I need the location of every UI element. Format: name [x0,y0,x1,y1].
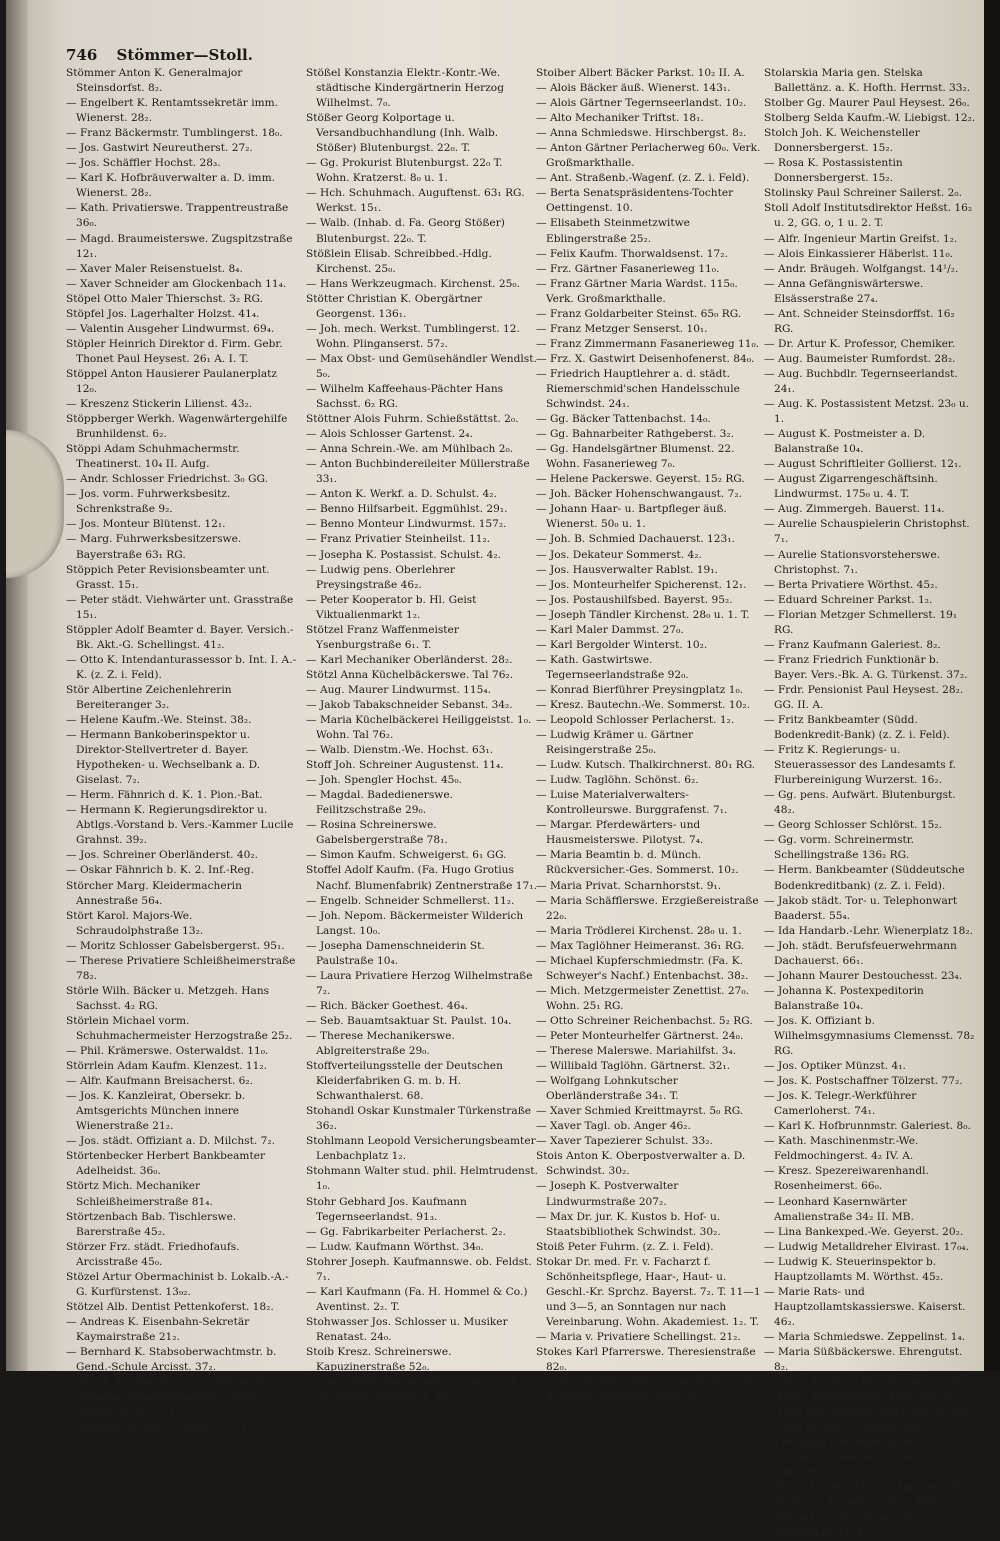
directory-entry: — Franz Goldarbeiter Steinst. 65₀ RG. [536,307,742,320]
directory-entry: — Joh. Spengler Hochst. 45₀. [306,774,463,787]
directory-entry: — Hermann K. Regierungsdirektor u. Abtlgs.-Vorstand b. Vers.-Kammer Lucile Grahnst. 39₂. [66,804,294,847]
directory-entry: Störtenbecker Herbert Bankbeamter Adelheidst. 36₀. [66,1150,266,1178]
directory-entry: — Jos. Hausverwalter Rablst. 19₁. [536,563,718,576]
directory-entry: — Aug. Baumeister Rumfordst. 28₂. [764,352,956,365]
directory-entry: — Peter städt. Viehwärter unt. Grasstraße 15₁. [66,593,294,621]
directory-entry: — Jos. Dekateur Sommerst. 4₂. [536,548,702,561]
directory-entry: — Ida Handarb.-Lehr. Wienerplatz 18₂. [764,924,973,937]
directory-entry: — Berta Senatspräsidentens-Tochter Oettingenst. 10. [536,187,734,215]
directory-entry: — Florian Metzger Schmellerst. 19₁ RG. [764,608,958,636]
directory-entry: — Konrad Bierführer Preysingplatz 1₀. [536,683,744,696]
directory-entry: — Peter Kooperator b. Hl. Geist Viktualienmarkt 1₂. [306,593,477,621]
directory-entry: — Jos. Monteur Blütenst. 12₁. [66,518,226,531]
directory-entry: Stolberg Selda Kaufm.-W. Liebigst. 12₂. [764,112,976,125]
directory-entry: — Dr. Artur K. Professor, Chemiker. [764,337,956,350]
directory-entry: — Franz Gärtner Maria Wardst. 115₀. Verk. Großmarkthalle. [536,277,738,305]
directory-entry: — Hans Werkzeugmach. Kirchenst. 25₀. [306,277,520,290]
directory-entry: — Moritz Schlosser Gabelsbergerst. 95₁. [66,939,285,952]
directory-entry: — Otto Schreiner Reichenbachst. 5₂ RG. [536,1014,753,1027]
directory-entry: — Jakob Tabakschneider Sebanst. 34₂. [306,698,513,711]
running-title: Stömmer—Stoll. [116,46,253,64]
directory-entry: — Felix Kaufm. Thorwaldsenst. 17₂. [536,247,728,260]
directory-entry: Stötzel Franz Waffenmeister Ysenburgstraße 6₁. T. [306,623,459,651]
directory-entry: — Wilhelm Kaffeehaus-Pächter Hans Sachsst. 6₂ RG. [306,382,504,411]
directory-entry: — Anna Gefängniswärterswe. Elsässerstraße 27₄. [764,277,924,305]
directory-entry: — Aug. K. Postassistent Metzst. 23₀ u. 1. [764,398,970,426]
directory-entry: — Otto Schauspieler Baaderst. 55₀ RG. [764,1406,974,1419]
directory-entry: — Joh. Nepom. Bäckermeister Wilderich Langst. 10₀. [306,909,524,937]
directory-entry: — Franz Zimmermann Fasanerieweg 11₀. [536,337,760,350]
directory-entry: — Maria Schäfflerswe. Erzgießereistraße 22₀. [536,894,759,922]
directory-entry: — Seb. Bauamtsaktuar St. Paulst. 10₄. [306,1014,512,1027]
directory-entry: Stohandl Oskar Kunstmaler Türkenstraße 36₂. [306,1105,532,1133]
directory-entry: — Ludwig Metalldreher Elvirast. 17₀₄. [764,1240,969,1253]
directory-entry: — Bernhard K. Stabsoberwachtmstr. b. Gend.-Schule Arcisst. 37₂. [66,1345,277,1374]
directory-entry: — Ludwig pens. Oberlehrer Preysingstraße 46₂. [306,563,455,591]
directory-entry: — Jos. K. Postschaffner Tölzerst. 77₂. [764,1075,963,1088]
directory-entry: — Ant. Schneider Steinsdorffst. 16₂ RG. [764,307,955,335]
column-4 [764,66,976,1541]
directory-entry: — Joh. Bäcker Hohenschwangaust. 7₂. [536,488,742,501]
directory-entry: Stötzel Alb. Dentist Pettenkoferst. 18₂. [66,1300,274,1313]
directory-entry: — Jos. Optiker Münzst. 4₁. [764,1060,906,1073]
directory-entry: — Karl Kaufmann (Fa. H. Hommel & Co.) Aventinst. 2₂. T. [306,1285,528,1313]
directory-entry: Stoffverteilungsstelle der Deutschen Kleiderfabriken G. m. b. H. Schwanthalerst. 68. [306,1060,503,1103]
directory-entry: Stohr Gebhard Jos. Kaufmann Tegernseerlandst. 91₃. [306,1195,467,1223]
column-3 [536,66,768,1405]
directory-entry: — Otto K. Intendanturassessor b. Int. I. A.-K. (z. Z. i. Feld). [66,653,297,681]
directory-entry: — Johann Haar- u. Bartpfleger äuß. Wienerst. 50₀ u. 1. [536,503,727,531]
directory-entry: Stohmann Walter stud. phil. Helmtrudenst. 1₀. [306,1165,538,1193]
directory-entry: Störtzenbach Bab. Tischlerswe. Barerstraße 45₂. [66,1210,237,1238]
directory-entry: Stör Albertine Zeichenlehrerin Bereiteranger 3₂. [66,683,232,711]
directory-entry: — Oskar Fähnrich b. K. 2. Inf.-Reg. [66,864,254,877]
directory-entry: Stöppel Anton Hausierer Paulanerplatz 12₀. [66,367,277,395]
directory-entry: — Rupert Zahntechniker Max Weberplatz 1₁. T. [764,1511,924,1539]
directory-entry: — August K. Postmeister a. D. Balanstraße 10₄. [764,428,926,456]
directory-entry: Stolinsky Paul Schreiner Sailerst. 2₀. [764,187,962,200]
directory-entry: Stöppich Peter Revisionsbeamter unt. Grasst. 15₁. [66,563,270,591]
directory-entry: — Jos. vorm. Fuhrwerksbesitz. Schrenkstraße 9₂. [66,488,231,516]
directory-entry: — Franz Friedrich Funktionär b. Bayer. Vers.-Bk. A. G. Türkenst. 37₂. [764,653,968,681]
directory-entry: — Alfr. Kaufmann Breisacherst. 6₂. [66,1075,254,1088]
directory-entry: — Walb. (Inhab. d. Fa. Georg Stößer) Blutenburgst. 22₀. T. [306,217,505,245]
directory-entry: — Hch. Schuhmach. Auguftenst. 63₁ RG. Werkst. 15₁. [306,187,525,215]
directory-entry: Störle Wilh. Bäcker u. Metzgeh. Hans Sachsst. 4₂ RG. [66,984,270,1012]
directory-entry: — Gg. vorm. Schreinermstr. Schellingstraße 136₂ RG. [764,834,915,862]
directory-entry: — Engelb. Schneider Schmellerst. 11₂. [306,894,515,907]
directory-entry: Stoiß Peter Fuhrm. (z. Z. i. Feld). [536,1240,714,1253]
directory-entry: — Rich. K. Sekretär des Amtsgerichts München Rosenheimerst. 108₄. [764,1481,967,1509]
directory-entry: — Joseph K. Postverwalter Lindwurmstraße 207₂. [536,1180,679,1208]
directory-entry: — Jos. Monteurhelfer Spicherenst. 12₁. [536,578,747,591]
directory-entry: Stoiber Albert Bäcker Parkst. 10₂ II. A. [536,67,745,79]
directory-entry: — Xaver Tapezierer Schulst. 33₂. [536,1135,713,1148]
directory-entry: — Joh. B. Schmied Dachauerst. 123₁. [536,533,735,546]
directory-entry: — Leonhard Kasernwärter Amalienstraße 34₂ II. MB. [764,1195,914,1223]
directory-entry: — Gg. Prokurist Blutenburgst. 22₀ T. Wohn. Kratzerst. 8₀ u. 1. [306,157,503,185]
directory-entry: — Jos. K. Kanzleirat, Obersekr. b. Amtsgerichts München innere Wienerstraße 21₂. [66,1090,246,1133]
directory-entry: — Wolfgang Lohnkutscher Oberländerstraße 34₁. T. [536,1075,679,1103]
directory-entry: — Franz Privatier Steinheilst. 11₂. [306,533,491,546]
directory-entry: — Jos. K. Telegr.-Werkführer Camerloherst. 74₁. [764,1090,917,1118]
directory-entry: — Kath. Gastwirtswe. Tegernseerlandstraße 92₀. [536,653,689,681]
directory-entry: — Xaver Schmied Kreittmayrst. 5₀ RG. [536,1105,744,1118]
directory-entry: — Johanna K. Postexpeditorin Balanstraße 10₄. [764,984,924,1012]
directory-entry: — Gg. Bahnarbeiter Rathgeberst. 3₂. [536,428,735,441]
directory-entry: — Jos. K. Offiziant b. Wilhelmsgymnasiums Clemensst. 78₂ RG. [764,1014,975,1058]
directory-entry: Störcher Marg. Kleidermacherin Annestraße 56₄. [66,879,242,907]
directory-entry: — Herm. Bankbeamter (Süddeutsche Bodenkreditbank) (z. Z. i. Feld). [764,864,965,892]
directory-entry: Stöpel Otto Maler Thierschst. 3₂ RG. [66,292,263,305]
directory-entry: — Luise Materialverwalters-Kontrolleurswe. Burggrafenst. 7₁. [536,789,728,817]
directory-entry: — Josepha Damenschneiderin St. Paulstraße 10₄. [306,939,485,967]
directory-entry: — Maria Küchelbäckerei Heiliggeistst. 1₀. Wohn. Tal 76₂. [306,714,532,742]
directory-entry: — Lina Bankexped.-We. Geyerst. 20₂. [764,1225,964,1238]
directory-entry: — Alois Einkassierer Häberlst. 11₀. [764,247,954,260]
directory-entry: — Karl K. Hofbräuverwalter a. D. imm. Wienerst. 28₂. [66,172,275,200]
directory-entry: — Hermann Bankoberinspektor u. Direktor-Stellvertreter d. Bayer. Hypotheken- u. Wechselbank a. D. Giselast. 7₂. [66,729,261,787]
directory-entry: — Max Taglöhner Heimeranst. 36₁ RG. [536,939,745,952]
directory-entry: — Jos. Schreiner Oberländerst. 40₂. [66,849,258,862]
directory-entry: Stoib Kresz. Schreinerswe. Kapuzinerstraße 52₀. [306,1345,452,1374]
directory-entry: — Rosina Schreinerswe. Gabelsbergerstraße 78₁. [306,819,448,847]
directory-entry: — Ludwig K. Steuerinspektor b. Hauptzollamts M. Wörthst. 45₂. [764,1255,944,1283]
directory-entry: — Karl Bergolder Winterst. 10₂. [536,638,708,651]
directory-entry: — Aug. Zimmergeh. Bauerst. 11₄. [764,503,945,516]
directory-entry: — Herm. Fähnrich d. K. 1. Pion.-Bat. [66,789,263,802]
directory-entry: — Ludw. Taglöhn. Schönst. 6₂. [536,774,699,787]
directory-entry: — Frdr. Pensionist Paul Heysest. 28₂. GG. II. A. [764,683,964,711]
directory-entry: Stözel Artur Obermachinist b. Lokalb.-A.-G. Kurfürstenst. 13₉₂. [66,1270,289,1298]
directory-entry: — Simon Kaufm. Schweigerst. 6₁ GG. [306,849,507,862]
directory-entry: — Therese Mechanikerswe. Ablgreiterstraße 29₀. [306,1030,455,1058]
column-2 [306,66,538,1405]
directory-entry: — Jos. Gastwirt Neureutherst. 27₂. [66,142,253,155]
directory-entry: — Alois Schlosser Gartenst. 2₄. [306,428,473,441]
directory-entry: — Margar. Pferdewärters- und Hausmeisterswe. Pilotyst. 7₄. [536,819,704,847]
directory-entry: — Kresz. Spezereiwarenhandl. Rosenheimerst. 66₀. [764,1165,929,1193]
directory-entry: Stöppberger Werkh. Wagenwärtergehilfe Brunhildenst. 6₂. [66,413,288,441]
directory-entry: — Kresz. Bautechn.-We. Sommerst. 10₂. [536,698,750,711]
directory-entry: — Karl Maler Dammst. 27₀. [536,623,684,636]
directory-entry: — Andr. Schlosser Friedrichst. 3₀ GG. [66,473,268,486]
directory-entry: — Andreas K. Eisenbahn-Sekretär Kaymairstraße 21₂. [66,1315,250,1343]
directory-entry: — Joh. städt. Berufsfeuerwehrmann Dachauerst. 66₁. [764,939,957,967]
directory-entry: Stokes Karl Pfarrerswe. Theresienstraße 82₀. [536,1345,756,1374]
directory-entry: Stöpfel Jos. Lagerhalter Holzst. 41₄. [66,307,260,320]
directory-entry: — Aug. Buchbdlr. Tegernseerlandst. 24₁. [764,367,958,395]
directory-entry: — Anna Schrein.-We. am Mühlbach 2₀. [306,443,514,456]
directory-entry: — Maria v. Privatiere Schellingst. 21₂. [536,1330,741,1343]
directory-entry: Störlein Michael vorm. Schuhmachermeister Herzogstraße 25₂. [66,1014,293,1042]
directory-entry: Stokar Dr. med. Fr. v. Facharzt f. Schönheitspflege, Haar-, Haut- u. Geschl.-Kr. Sprchz. Bayerst. 7₂. T. 11—1 und 3—5, an Sonntagen nur nach Vereinbarung. Wohn. Akademiest. 1₂. T. [536,1255,761,1328]
directory-entry: — Georg Schlosser Schlörst. 15₂. [764,819,943,832]
directory-entry: — Xaver Maler Reisenstuelst. 8₄. [66,262,243,275]
directory-entry: — Karl Mechaniker Oberländerst. 28₂. [306,653,513,666]
directory-entry: — Frz. X. Gastwirt Deisenhofenerst. 84₀. [536,352,755,365]
directory-entry: Stohlmann Leopold Versicherungsbeamter Lenbachplatz 1₂. [306,1135,536,1163]
directory-entry: — Joh. mech. Werkst. Tumblingerst. 12. Wohn. Plinganserst. 57₂. [306,322,520,350]
directory-entry: — Willibald Taglöhn. Gärtnerst. 32₁. [536,1060,731,1073]
directory-entry: Stohwasser Jos. Schlosser u. Musiker Renatast. 24₀. [306,1315,508,1343]
directory-entry: Stois Anton K. Oberpostverwalter a. D. Schwindst. 30₂. [536,1150,746,1178]
directory-entry: — Alto Mechaniker Triftst. 18₁. [536,112,704,125]
directory-entry: Stötzl Anna Küchelbäckerswe. Tal 76₂. [306,668,514,681]
directory-entry: — Ludw. Kaufmann Wörthst. 34₀. [306,1240,484,1253]
directory-entry: — Ludw. Kutsch. Thalkirchnerst. 80₁ RG. [536,759,756,772]
directory-entry: — Alfr. Ingenieur Martin Greifst. 1₂. [764,232,958,245]
directory-entry: — Benno Hilfsarbeit. Eggmühlst. 29₁. [306,503,508,516]
page-header [66,46,946,68]
directory-entry: — Helene Packerswe. Geyerst. 15₂ RG. [536,473,745,486]
directory-entry: Stöpler Heinrich Direktor d. Firm. Gebr. Thonet Paul Heysest. 26₁ A. I. T. [66,337,283,365]
directory-entry: — Joseph Tändler Kirchenst. 28₀ u. 1. T. [536,608,750,621]
directory-entry: — Maria Süßbäckerswe. Ehrengutst. 8₂. [764,1345,963,1374]
directory-entry: Stöppi Adam Schuhmachermstr. Theatinerst. 10₄ II. Aufg. [66,443,240,471]
directory-entry: — Anna Schmiedswe. Hirschbergst. 8₂. [536,127,747,140]
directory-entry: — Jos. Schäffler Hochst. 28₃. [66,157,221,170]
directory-page [6,0,984,1539]
directory-entry: Stömmer Anton K. Generalmajor Steinsdorfst. 8₂. [66,67,243,95]
directory-entry: Störtz Mich. Mechaniker Schleißheimerstraße 81₄. [66,1180,213,1208]
directory-entry: Stoiber Adolf Bauspenglerei Sommerst. 50. Wohn. Sommerst. 10₂. [306,1376,520,1404]
directory-entry: Stoff Joh. Schreiner Augustenst. 11₄. [306,759,504,772]
directory-entry: — Friedrich Hauptlehrer a. d. städt. Riemerschmid'schen Handelsschule Schwindst. 24₁. [536,367,740,411]
directory-entry: — Frz. Gärtner Fasanerieweg 11₀. [536,262,720,275]
directory-entry: — Eduard Schreiner Parkst. 1₂. [764,593,933,606]
directory-entry: — Josepha K. Postassist. Schulst. 4₂. [306,548,502,561]
directory-entry: Stört Karol. Majors-We. Schraudolphstraße 13₂. [66,909,204,937]
directory-entry: — Mich. Tapeziermstr. Türkenst. 37₂. [764,1391,964,1404]
directory-entry: — Magd. Braumeisterswe. Zugspitzstraße 12₁. [66,232,293,260]
directory-entry: — August Zigarrengeschäftsinh. Lindwurmst. 175₀ u. 4. T. [764,473,938,501]
directory-entry: — Aug. Maurer Lindwurmst. 115₄. [306,683,491,696]
directory-entry: — Andr. Bräugeh. Wolfgangst. 14¹/₂. [764,262,959,275]
directory-entry: — Gg. Fabrikarbeiter Perlacherst. 2₂. [306,1225,506,1238]
directory-entry: — Aurelie Stationsvorsteherswe. Christophst. 7₁. [764,548,940,576]
book-spine [6,0,28,1371]
directory-entry: — Fritz Bankbeamter (Südd. Bodenkredit-Bank) (z. Z. i. Feld). [764,714,950,742]
directory-entry: — Marg. Fuhrwerksbesitzerswe. Bayerstraße 63₁ RG. [66,533,242,561]
directory-entry: Stolarskia Maria gen. Stelska Ballettänz. a. K. Hofth. Herrnst. 33₂. [764,67,971,95]
directory-entry: — Mich. Taglöhn. Rosenheimerst. 66₀. [764,1376,970,1389]
directory-entry: Störrlein Adam Kaufm. Klenzest. 11₂. [66,1060,267,1073]
directory-entry: Stöppler Adolf Beamter d. Bayer. Versich.-Bk. Akt.-G. Schellingst. 41₂. [66,623,294,651]
directory-entry: — Laura Privatiere Herzog Wilhelmstraße 7₂. [306,969,533,997]
directory-entry: Stößer Georg Kolportage u. Versandbuchhandlung (Inh. Walb. Stößer) Blutenburgst. 22₀. T. [306,112,499,155]
directory-entry: — August Schriftleiter Gollierst. 12₁. [764,458,962,471]
directory-entry: — Aurelie Schauspielerin Christophst. 7₁. [764,518,970,546]
directory-entry: Störzer Frz. städt. Friedhofaufs. Arcisstraße 45₀. [66,1240,240,1268]
column-1 [66,66,298,1435]
directory-entry: — Franz Kaufmann Galeriest. 8₂. [764,638,941,651]
directory-entry: — Magdal. Badedienerswe. Feilitzschstraße 29₀. [306,789,454,817]
directory-entry: Stolber Gg. Maurer Paul Heysest. 26₀. [764,97,970,110]
dark-margin [984,0,1000,1371]
directory-entry: — Jos. Postaushilfsbed. Bayerst. 95₂. [536,593,733,606]
directory-entry: Stoffel Adolf Kaufm. (Fa. Hugo Grotius Nachf. Blumenfabrik) Zentnerstraße 17₁. [306,864,537,892]
directory-entry: Stolch Joh. K. Weichensteller Donnersbergerst. 15₂. [764,127,920,155]
thumb-index-notch [6,430,64,578]
directory-entry: — Xaver Tagl. ob. Anger 46₂. [536,1120,691,1133]
directory-entry: — Marie Rats- und Hauptzollamtskassierswe. Kaiserst. 46₂. [764,1285,966,1328]
directory-entry: — Valentin Ausgeher Lindwurmst. 69₄. [66,322,275,335]
directory-entry: — Gg. Handelsgärtner Blumenst. 22. Wohn. Fasanerieweg 7₀. [536,443,735,471]
directory-entry: — Mich. Metzgermeister Zenettist. 27₀. Wohn. 25₁ RG. [536,984,750,1012]
directory-entry: — Alois Bäcker äuß. Wienerst. 143₁. [536,82,731,95]
directory-entry: Stoll Adolf Institutsdirektor Heßst. 16₂ u. 2, GG. o, 1 u. 2. T. [764,202,973,230]
directory-entry: — Helene Kaufm.-We. Steinst. 38₂. [66,714,252,727]
directory-entry: — Engelbert K. Rentamtssekretär imm. Wienerst. 28₂. [66,97,279,125]
directory-entry: — Jakob städt. Tor- u. Telephonwart Baaderst. 55₄. [764,894,958,922]
directory-entry: — Kath. Privatierswe. Trappentreustraße 36₀. [66,202,289,230]
directory-entry: — Phil. Krämerswe. Osterwaldst. 11₀. [66,1045,269,1058]
directory-entry: — Elisabeth Steinmetzwitwe Eblingerstraße 25₂. [536,217,690,245]
directory-entry: Stößel Konstanzia Elektr.-Kontr.-We. städtische Kindergärtnerin Herzog Wilhelmst. 7₀. [306,67,504,110]
directory-entry: — Gg. Bäcker Tattenbachst. 14₀. [536,413,711,426]
directory-entry: — Therese Malerswe. Mariahilfst. 3₄. [536,1045,737,1058]
page-number: 746 [66,46,98,64]
directory-entry: — Xaver Schneider am Glockenbach 11₄. [66,277,287,290]
directory-entry: — Walb. Dienstm.-We. Hochst. 63₁. [306,744,494,757]
directory-entry: — Max Dr. jur. K. Kustos b. Hof- u. Staatsbibliothek Schwindst. 30₂. [536,1210,721,1238]
directory-entry: — Benno Monteur Lindwurmst. 157₂. [306,518,507,531]
directory-entry: — Peter Monteurhelfer Gärtnerst. 24₀. [536,1030,744,1042]
directory-entry: — Johanna Branntweingesch.-Inhab. Orleansst. 39₀ u. 1. [66,1391,263,1419]
directory-entry: Stötter Christian K. Obergärtner Georgenst. 136₁. [306,292,483,320]
directory-entry: — Rich. Bäcker Goethest. 46₄. [306,999,468,1012]
directory-entry: Stößlein Elisab. Schreibbed.-Hdlg. Kirchenst. 25₀. [306,247,492,275]
directory-entry: — Maria Privat. Scharnhorstst. 9₁. [536,879,722,892]
directory-entry: — Anton Gärtner Perlacherweg 60₀. Verk. Großmarkthalle. [536,142,761,170]
directory-entry: — Michael Kupferschmiedmstr. (Fa. K. Schweyer's Nachf.) Entenbachst. 38₂. [536,954,749,982]
directory-entry: — Karl K. Hofbrunnmstr. Galeriest. 8₀. [764,1120,971,1133]
directory-entry: — Maria Trödlerei Kirchenst. 28₀ u. 1. [536,924,742,937]
directory-entry: Stöttner Alois Fuhrm. Schießstättst. 2₀. [306,413,519,426]
directory-entry: — Ant. Straßenb.-Wagenf. (z. Z. i. Feld). [536,172,750,185]
directory-entry: Stohrer Joseph. Kaufmannswe. ob. Feldst. 7₁. [306,1255,532,1283]
directory-entry: — Johanna Privat. Liebigst. 23₂. T. [66,1421,250,1434]
directory-entry: — Maria Beamtin b. d. Münch. Rückversicher.-Ges. Sommerst. 10₂. [536,849,739,877]
directory-entry: — Franz Bäckermstr. Tumblingerst. 18₀. [66,127,283,140]
directory-entry: — Alois Gärtner Tegernseerlandst. 10₂. [536,97,747,110]
directory-entry: — Gg. pens. Aufwärt. Blutenburgst. 48₂. [764,789,956,817]
directory-entry: — Max Obst- und Gemüsehändler Wendlst. 5₀. [306,352,537,380]
directory-entry: — Johann Maurer Destouchesst. 23₄. [764,969,963,982]
directory-entry: — Kath. Maschinenmstr.-We. Feldmochingerst. 4₂ IV. A. [764,1135,919,1163]
directory-entry: — Richard K. Sekretär u. Assessor Ungererst. 80₂. [764,1451,950,1479]
directory-entry: — Kreszenz Stickerin Lilienst. 43₂. [66,398,253,411]
directory-entry: Stockinger Fritz städt. Gewerbegerichts-Assessor Gabelsbergerst. 22₂. [536,1376,757,1404]
directory-entry: — Franz Metzger Senserst. 10₁. [536,322,708,335]
directory-entry: — Fritz K. Regierungs- u. Steuerassessor des Landesamts f. Flurbereinigung Wurzerst. 16₂. [764,744,956,787]
directory-entry: — Otto Dr. phil. Schriftsteller Freimann Föhringer Allee 16. [764,1421,934,1449]
directory-entry: — Therese Privatiere Schleißheimerstraße 78₂. [66,954,296,982]
directory-entry: — Jos. städt. Offiziant a. D. Milchst. 7₂. [66,1135,275,1148]
directory-entry: — Leopold Schlosser Perlacherst. 1₂. [536,714,735,727]
directory-entry: — Anton K. Werkf. a. D. Schulst. 4₂. [306,488,497,501]
directory-entry: — Ludwig Krämer u. Gärtner Reisingerstraße 25₀. [536,729,694,757]
directory-entry: — Maria Schmiedswe. Zeppelinst. 1₄. [764,1330,966,1343]
directory-entry: — Anton Buchbindereileiter Müllerstraße 33₁. [306,458,530,486]
directory-entry: — Gg. K. Postpacktmeister Orleansst. 39₁. [66,1376,293,1389]
directory-entry: — Rosa K. Postassistentin Donnersbergerst. 15₂. [764,157,903,185]
directory-entry: — Berta Privatiere Wörthst. 45₂. [764,578,938,591]
